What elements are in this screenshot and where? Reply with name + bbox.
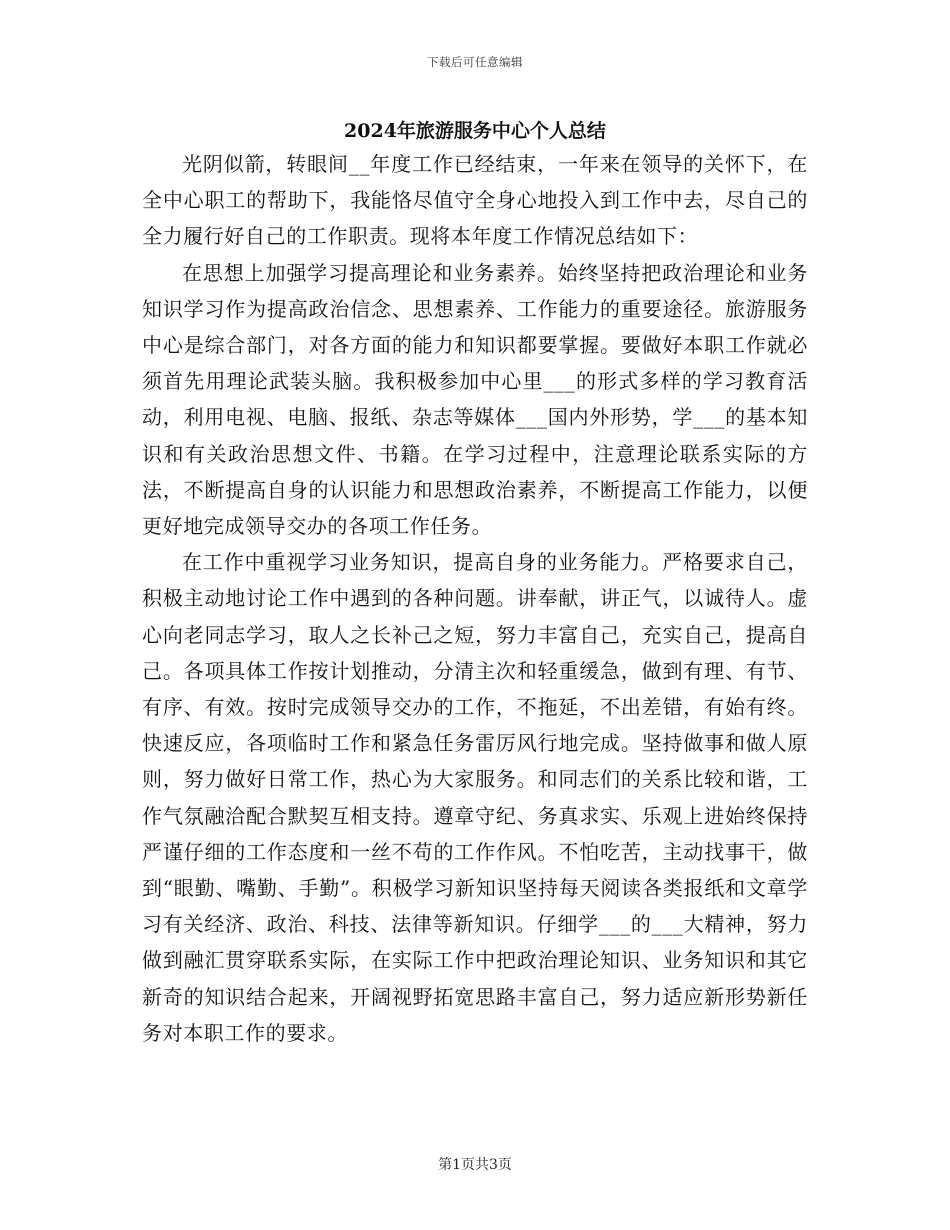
paragraph-theory-study: 在思想上加强学习提高理论和业务素养。始终坚持把政治理论和业务知识学习作为提高政治信念、思想素养、工作能力的重要途径。旅游服务中心是综合部门，对各方面的能力和知识都要掌握。要做好本职工作就必须首先用理论武装头脑。我积极参加中心里___的形式多样的学习教育活动，利用电视、电脑、报纸、杂志等媒体___国内外形势，学___的基本知识和有关政治思想文件、书籍。在学习过程中，注意理论联系实际的方法，不断提高自身的认识能力和思想政治素养，不断提高工作能力，以便更好地完成领导交办的各项工作任务。 bbox=[142, 260, 808, 539]
paragraph-intro: 光阴似箭，转眼间__年度工作已经结束，一年来在领导的关怀下，在全中心职工的帮助下，我能恪尽值守全身心地投入到工作中去，尽自己的全力履行好自己的工作职责。现将本年度工作情况总结如下： bbox=[142, 152, 808, 249]
document-title: 2024年旅游服务中心个人总结 bbox=[344, 120, 606, 142]
paragraph-work-skills: 在工作中重视学习业务知识，提高自身的业务能力。严格要求自己，积极主动地讨论工作中遇到的各种问题。讲奉献，讲正气，以诚待人。虚心向老同志学习，取人之长补己之短，努力丰富自己，充实自己，提高自己。各项具体工作按计划推动，分清主次和轻重缓急，做到有理、有节、有序、有效。按时完成领导交办的工作，不拖延，不出差错，有始有终。快速反应，各项临时工作和紧急任务雷厉风行地完成。坚持做事和做人原则，努力做好日常工作，热心为大家服务。和同志们的关系比较和谐，工作气氛融洽配合默契互相支持。遵章守纪、务真求实、乐观上进始终保持严谨仔细的工作态度和一丝不苟的工作作风。不怕吃苦，主动找事干，做到“眼勤、嘴勤、手勤”。积极学习新知识坚持每天阅读各类报纸和文章学习有关经济、政治、科技、法律等新知识。仔细学___的___大精神，努力做到融汇贯穿联系实际，在实际工作中把政治理论知识、业务知识和其它新奇的知识结合起来，开阔视野拓宽思路丰富自己，努力适应新形势新任务对本职工作的要求。 bbox=[142, 550, 808, 1045]
header-note: 下载后可任意编辑 bbox=[427, 55, 523, 69]
page-number: 第1页共3页 bbox=[438, 1157, 512, 1173]
document-body bbox=[142, 146, 808, 1051]
